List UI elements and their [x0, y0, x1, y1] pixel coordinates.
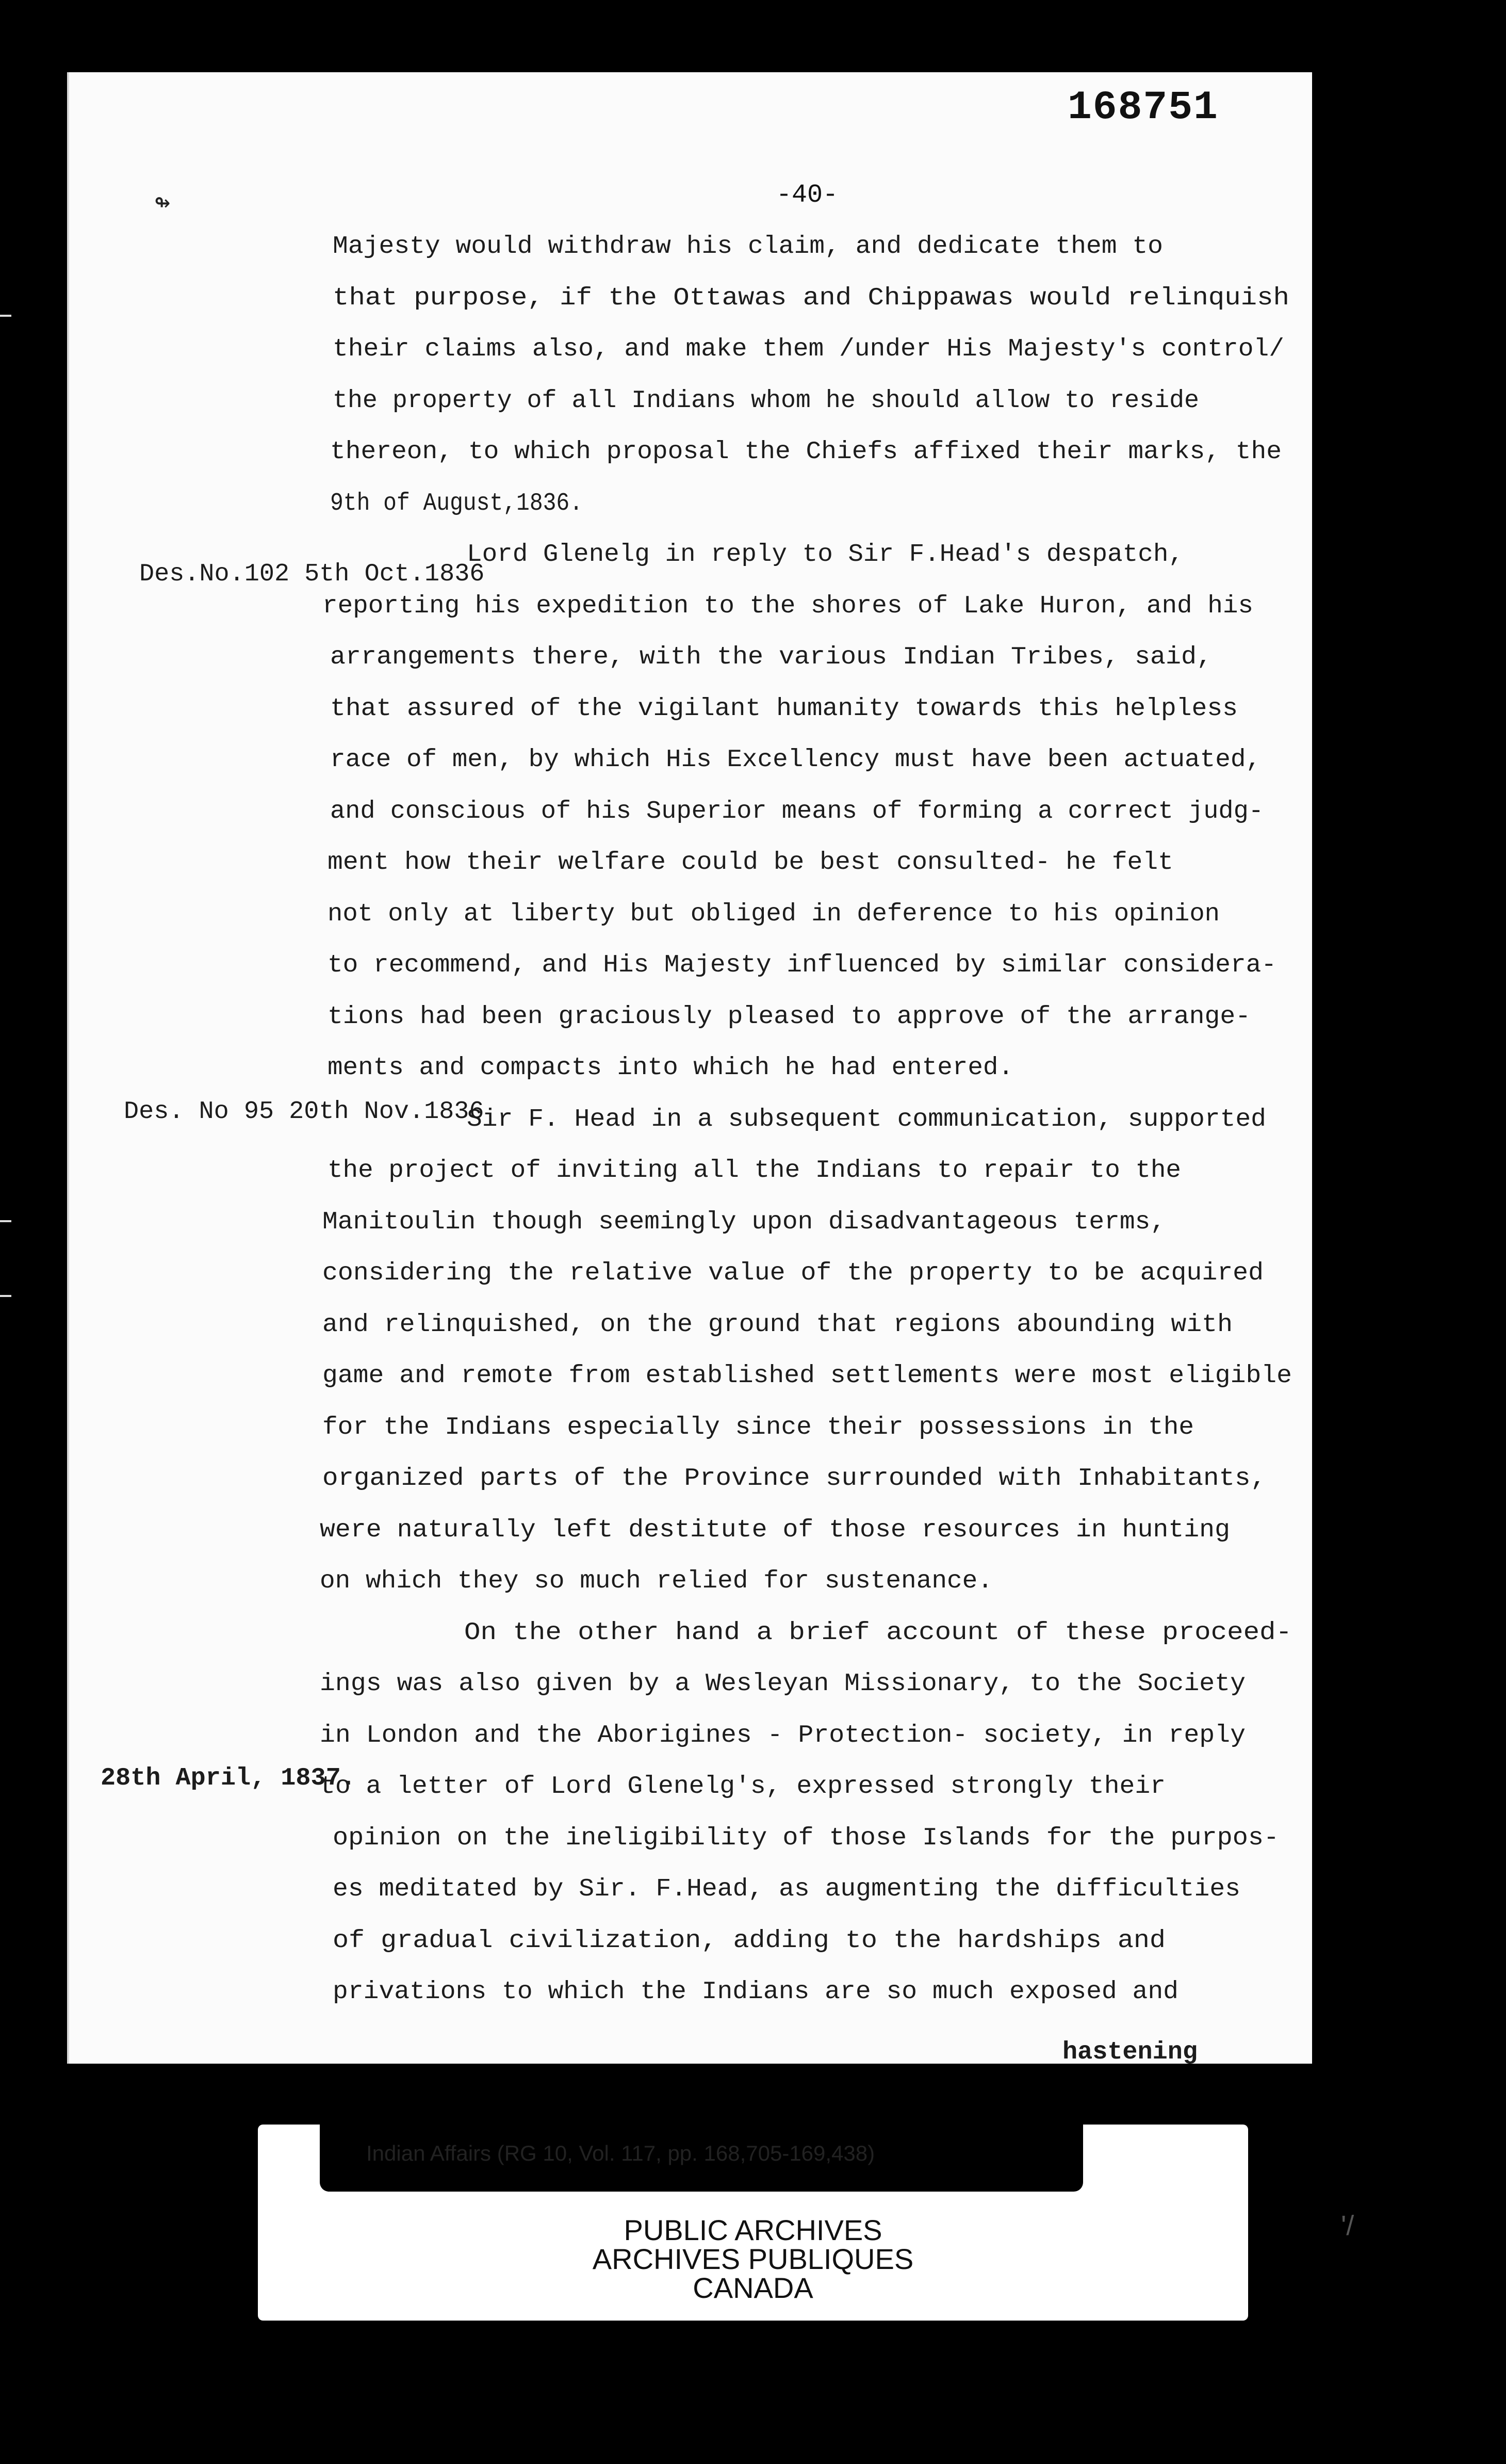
body-line: on which they so much relied for sustenance.	[320, 1567, 993, 1595]
document-number: 168751	[1068, 85, 1219, 131]
film-edge-mark	[0, 315, 11, 317]
body-line: game and remote from established settlements were most eligible	[322, 1361, 1292, 1390]
body-line: privations to which the Indians are so much exposed and	[333, 1977, 1178, 2006]
archive-name-english: PUBLIC ARCHIVES	[624, 2214, 882, 2246]
body-line: ments and compacts into which he had entered.	[328, 1053, 1013, 1082]
page-number: -40-	[776, 181, 839, 210]
body-line: were naturally left destitute of those resources in hunting	[320, 1516, 1230, 1544]
body-line: Sir F. Head in a subsequent communication, supported	[467, 1105, 1266, 1133]
margin-note-dispatch-95: Des. No 95 20th Nov.1836	[124, 1097, 484, 1126]
body-line: Majesty would withdraw his claim, and dedicate them to	[333, 232, 1163, 261]
catchword: hastening	[1062, 2038, 1198, 2066]
body-line: arrangements there, with the various Indian Tribes, said,	[330, 643, 1212, 671]
body-line: that assured of the vigilant humanity towards this helpless	[330, 694, 1238, 723]
body-line: and conscious of his Superior means of forming a correct judg-	[330, 797, 1264, 825]
body-line: es meditated by Sir. F.Head, as augmenting the difficulties	[333, 1875, 1240, 1903]
body-line: that purpose, if the Ottawas and Chippawas would relinquish	[333, 284, 1289, 312]
film-edge-mark	[0, 1295, 11, 1297]
margin-note-april-1837: 28th April, 1837.	[101, 1764, 356, 1792]
body-line: On the other hand a brief account of these proceed-	[464, 1618, 1292, 1647]
body-line: Lord Glenelg in reply to Sir F.Head's despatch,	[467, 540, 1184, 569]
archive-citation: Indian Affairs (RG 10, Vol. 117, pp. 168,705-169,438)	[366, 2141, 875, 2165]
body-line: ment how their welfare could be best consulted- he felt	[328, 848, 1173, 877]
body-line: thereon, to which proposal the Chiefs affixed their marks, the	[330, 437, 1282, 466]
body-line: race of men, by which His Excellency must have been actuated,	[330, 745, 1261, 774]
body-line: the property of all Indians whom he should allow to reside	[333, 386, 1199, 415]
body-line: ings was also given by a Wesleyan Missionary, to the Society	[320, 1669, 1246, 1698]
body-line: 9th of August,1836.	[330, 489, 583, 517]
body-line: organized parts of the Province surrounded with Inhabitants,	[322, 1464, 1266, 1493]
body-line: of gradual civilization, adding to the hardships and	[333, 1926, 1166, 1955]
body-line: to a letter of Lord Glenelg's, expressed strongly their	[320, 1772, 1166, 1801]
body-line: opinion on the ineligibility of those Islands for the purpos-	[333, 1824, 1279, 1852]
body-line: reporting his expedition to the shores of Lake Huron, and his	[322, 592, 1253, 620]
body-line: considering the relative value of the property to be acquired	[322, 1259, 1264, 1287]
body-line: and relinquished, on the ground that regions abounding with	[322, 1310, 1233, 1339]
film-edge-mark	[0, 1220, 11, 1222]
body-line: their claims also, and make them /under His Majesty's control/	[333, 335, 1284, 363]
archive-country: CANADA	[693, 2272, 813, 2304]
body-line: not only at liberty but obliged in deference to his opinion	[328, 900, 1220, 928]
body-line: in London and the Aborigines - Protection- society, in reply	[320, 1721, 1246, 1749]
body-line: Manitoulin though seemingly upon disadvantageous terms,	[322, 1208, 1166, 1236]
handwritten-check-mark: ↬	[155, 187, 171, 217]
pencil-mark: '/	[1341, 2210, 1354, 2241]
body-line: tions had been graciously pleased to approve of the arrange-	[328, 1002, 1251, 1031]
archive-name-french: ARCHIVES PUBLIQUES	[592, 2243, 914, 2275]
body-line: to recommend, and His Majesty influenced by similar considera-	[328, 951, 1276, 979]
body-line: the project of inviting all the Indians to repair to the	[328, 1156, 1181, 1185]
archive-label	[258, 2125, 1354, 2321]
body-line: for the Indians especially since their possessions in the	[322, 1413, 1194, 1441]
margin-note-dispatch-102: Des.No.102 5th Oct.1836	[139, 560, 485, 588]
